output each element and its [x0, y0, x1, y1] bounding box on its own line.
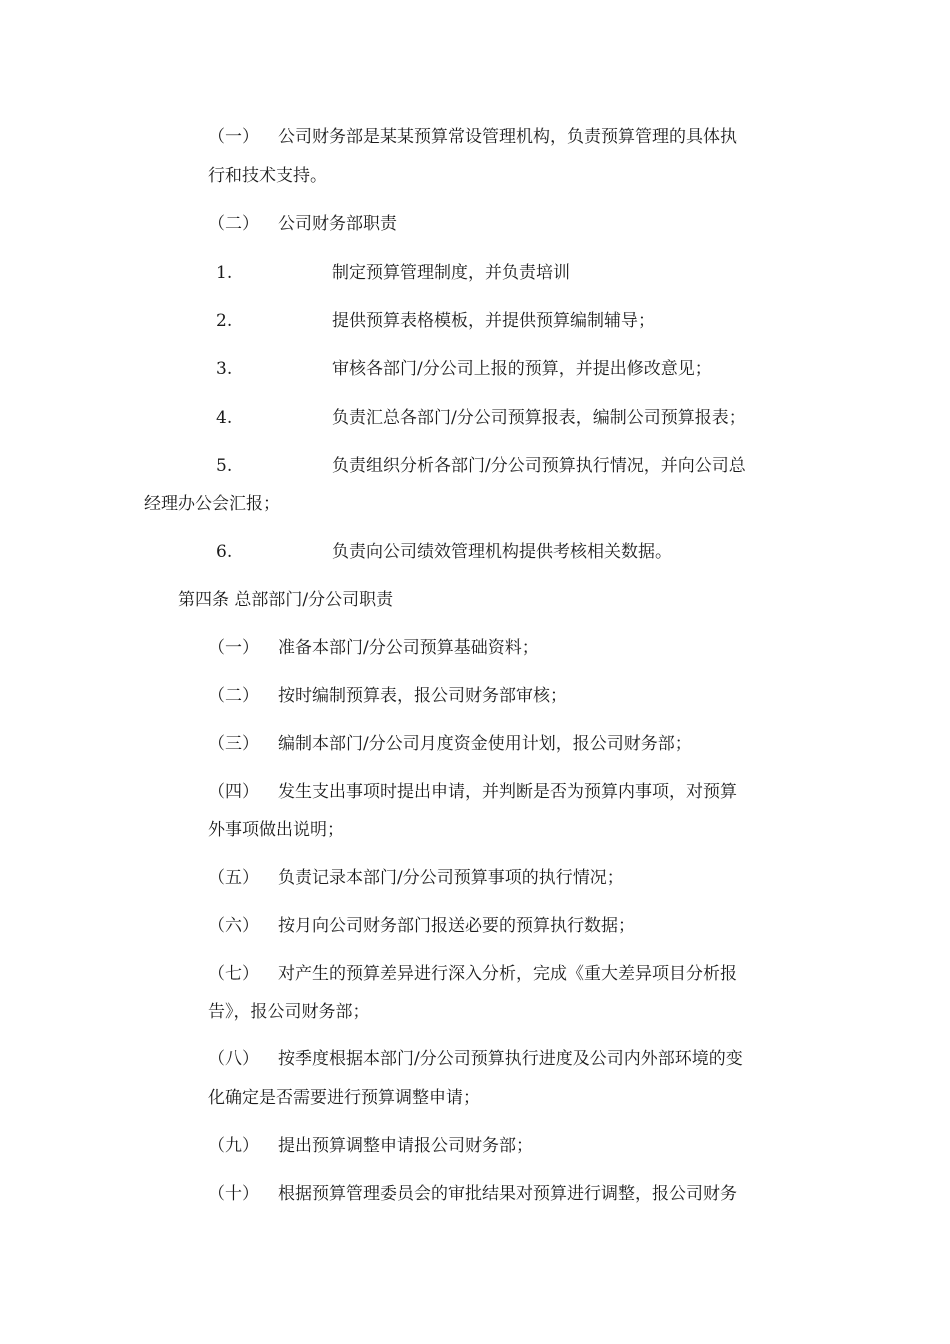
item-text: 按月向公司财务部门报送必要的预算执行数据；	[278, 916, 635, 936]
item-marker: （九）	[208, 1136, 259, 1156]
item-marker: （二）	[208, 686, 259, 706]
duty-text: 负责向公司绩效管理机构提供考核相关数据。	[332, 542, 672, 562]
duty-text: 审核各部门/分公司上报的预算，并提出修改意见；	[332, 359, 712, 379]
item-text: 公司财务部职责	[278, 214, 397, 234]
item-marker: （八）	[208, 1049, 259, 1069]
duty-text: 负责组织分析各部门/分公司预算执行情况，并向公司总	[332, 456, 746, 476]
article-heading: 第四条 总部部门/分公司职责	[178, 590, 394, 610]
item-text: 按时编制预算表，报公司财务部审核；	[278, 686, 567, 706]
item-text: 提出预算调整申请报公司财务部；	[278, 1136, 533, 1156]
duty-number: 4.	[216, 408, 233, 428]
item-marker: （十）	[208, 1184, 259, 1204]
item-marker: （六）	[208, 916, 259, 936]
item-marker: （七）	[208, 964, 259, 984]
item-marker: （五）	[208, 868, 259, 888]
item-text-continuation: 外事项做出说明；	[208, 820, 344, 840]
item-text: 编制本部门/分公司月度资金使用计划，报公司财务部；	[278, 734, 692, 754]
item-text: 公司财务部是某某预算常设管理机构，负责预算管理的具体执	[278, 127, 737, 147]
item-marker: （一）	[208, 127, 259, 147]
item-text: 根据预算管理委员会的审批结果对预算进行调整，报公司财务	[278, 1184, 737, 1204]
item-text: 按季度根据本部门/分公司预算执行进度及公司内外部环境的变	[278, 1049, 743, 1069]
duty-text: 提供预算表格模板，并提供预算编制辅导；	[332, 311, 655, 331]
item-marker: （二）	[208, 214, 259, 234]
item-marker: （一）	[208, 638, 259, 658]
item-text: 发生支出事项时提出申请，并判断是否为预算内事项，对预算	[278, 782, 737, 802]
duty-text: 负责汇总各部门/分公司预算报表，编制公司预算报表；	[332, 408, 746, 428]
item-text: 负责记录本部门/分公司预算事项的执行情况；	[278, 868, 624, 888]
duty-number: 6.	[216, 542, 233, 562]
duty-number: 3.	[216, 359, 233, 379]
item-text: 对产生的预算差异进行深入分析，完成《重大差异项目分析报	[278, 964, 737, 984]
duty-number: 1.	[216, 263, 233, 283]
item-marker: （四）	[208, 782, 259, 802]
duty-text-continuation: 经理办公会汇报；	[144, 494, 280, 514]
duty-number: 5.	[216, 456, 233, 476]
item-text: 准备本部门/分公司预算基础资料；	[278, 638, 539, 658]
duty-text: 制定预算管理制度，并负责培训	[332, 263, 570, 283]
item-text-continuation: 化确定是否需要进行预算调整申请；	[208, 1088, 480, 1108]
duty-number: 2.	[216, 311, 233, 331]
item-text-continuation: 行和技术支持。	[208, 166, 327, 186]
item-marker: （三）	[208, 734, 259, 754]
item-text-continuation: 告》，报公司财务部；	[208, 1002, 370, 1022]
